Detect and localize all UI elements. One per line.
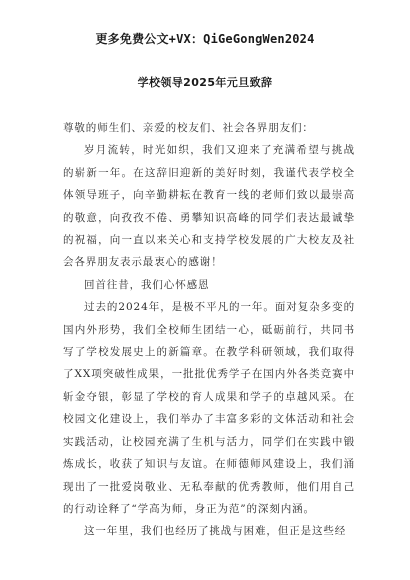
paragraph-intro: 岁月流转，时光如织，我们又迎来了充满希望与挑战的崭新一年。在这辞旧迎新的美好时刻，我谨代表学校全体领导班子，向辛勤耕耘在教育一线的老师们致以最崇高的敬意，向孜孜不倦、勇攀知识高峰的同学们表达最诚挚的祝福，向一直以来关心和支持学校发展的广大校友及社会各界朋友表示最衷心的感谢！	[63, 144, 355, 269]
salutation: 尊敬的师生们、亲爱的校友们、社会各界朋友们：	[63, 122, 314, 134]
paragraph-review: 过去的2024年，是极不平凡的一年。面对复杂多变的国内外形势，我们全校师生团结一心，砥砺前行，共同书写了学校发展史上的新篇章。在教学科研领域，我们取得了XX项突破性成果，一批批优秀学子在国内外各类竞赛中斩金夺银，彰显了学校的育人成果和学子的卓越风采。在校园文化建设上，我们举办了丰富多彩的文体活动和社会实践活动，让校园充满了生机与活力，同学们在实践中锻炼成长，收获了知识与友谊。在师德师风建设上，我们涌现出了一批爱岗敬业、无私奉献的优秀教师，他们用自己的行动诠释了“学高为师，身正为范”的深刻内涵。	[63, 301, 355, 515]
promo-header-banner: 更多免费公文+VX：QiGeGongWen2024	[95, 32, 315, 46]
document-body	[63, 117, 355, 543]
document-title: 学校领导2025年元旦致辞	[137, 76, 273, 89]
paragraph-challenges: 这一年里，我们也经历了挑战与困难，但正是这些经	[84, 525, 347, 538]
section-heading-review: 回首往昔，我们心怀感恩	[84, 278, 210, 291]
